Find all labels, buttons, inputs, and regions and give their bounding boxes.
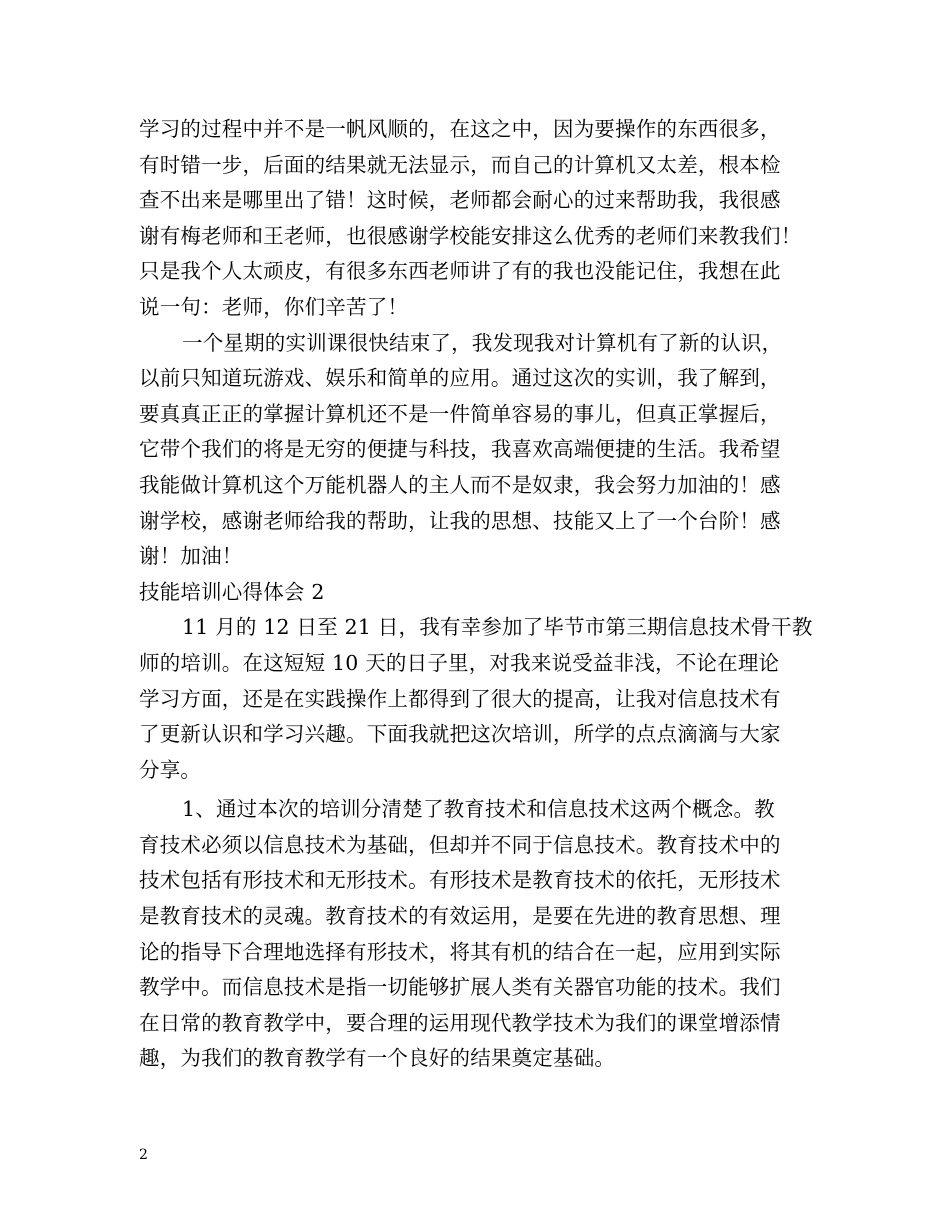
- text-line: 有时错一步，后面的结果就无法显示，而自己的计算机又太差，根本检: [139, 152, 781, 177]
- text-line: 谢学校，感谢老师给我的帮助，让我的思想、技能又上了一个台阶！感: [139, 508, 781, 533]
- text-line: 师的培训。在这短短 10 天的日子里，对我来说受益非浅，不论在理论: [139, 650, 780, 675]
- text-line: 是教育技术的灵魂。教育技术的有效运用，是要在先进的教育思想、理: [139, 904, 781, 929]
- text-line: 论的指导下合理地选择有形技术，将其有机的结合在一起，应用到实际: [139, 939, 781, 964]
- page-number: 2: [139, 1147, 148, 1163]
- paragraph: [139, 792, 819, 1077]
- text-line: 只是我个人太顽皮，有很多东西老师讲了有的我也没能记住，我想在此: [139, 259, 781, 284]
- text-line: 了更新认识和学习兴趣。下面我就把这次培训，所学的点点滴滴与大家: [139, 722, 781, 747]
- text-line: 趣，为我们的教育教学有一个良好的结果奠定基础。: [139, 1046, 616, 1071]
- text-line: 以前只知道玩游戏、娱乐和简单的应用。通过这次的实训，我了解到，: [139, 366, 781, 391]
- text-line: 1、通过本次的培训分清楚了教育技术和信息技术这两个概念。教: [182, 797, 775, 822]
- paragraph: [139, 610, 819, 788]
- text-line: 学习的过程中并不是一帆风顺的，在这之中，因为要操作的东西很多，: [139, 117, 781, 141]
- text-line: 查不出来是哪里出了错！这时候，老师都会耐心的过来帮助我，我很感: [139, 188, 781, 213]
- document-body: [139, 112, 819, 1077]
- text-line: 在日常的教育教学中，要合理的运用现代教学技术为我们的课堂增添情: [139, 1010, 781, 1035]
- section-heading: [139, 575, 819, 611]
- text-line: 11 月的 12 日至 21 日，我有幸参加了毕节市第三期信息技术骨干教: [182, 615, 813, 640]
- text-line: 技术包括有形技术和无形技术。有形技术是教育技术的依托，无形技术: [139, 868, 781, 893]
- text-line: 一个星期的实训课很快结束了，我发现我对计算机有了新的认识，: [182, 330, 783, 355]
- paragraph: [139, 112, 819, 326]
- text-line: 谢！加油！: [139, 544, 243, 569]
- text-line: 分享。: [139, 757, 202, 782]
- heading-text: 技能培训心得体会 2: [139, 579, 325, 604]
- text-line: 要真真正正的掌握计算机还不是一件简单容易的事儿，但真正掌握后，: [139, 401, 781, 426]
- text-line: 学习方面，还是在实践操作上都得到了很大的提高，让我对信息技术有: [139, 686, 781, 711]
- text-line: 谢有梅老师和王老师，也很感谢学校能安排这么优秀的老师们来教我们！: [139, 223, 802, 248]
- text-line: 育技术必须以信息技术为基础，但却并不同于信息技术。教育技术中的: [139, 832, 781, 857]
- text-line: 教学中。而信息技术是指一切能够扩展人类有关器官功能的技术。我们: [139, 975, 781, 1000]
- paragraph: [139, 326, 819, 575]
- text-line: 我能做计算机这个万能机器人的主人而不是奴隶，我会努力加油的！感: [139, 472, 781, 497]
- text-line: 说一句：老师，你们辛苦了！: [139, 294, 409, 319]
- text-line: 它带个我们的将是无穷的便捷与科技，我喜欢高端便捷的生活。我希望: [139, 437, 781, 462]
